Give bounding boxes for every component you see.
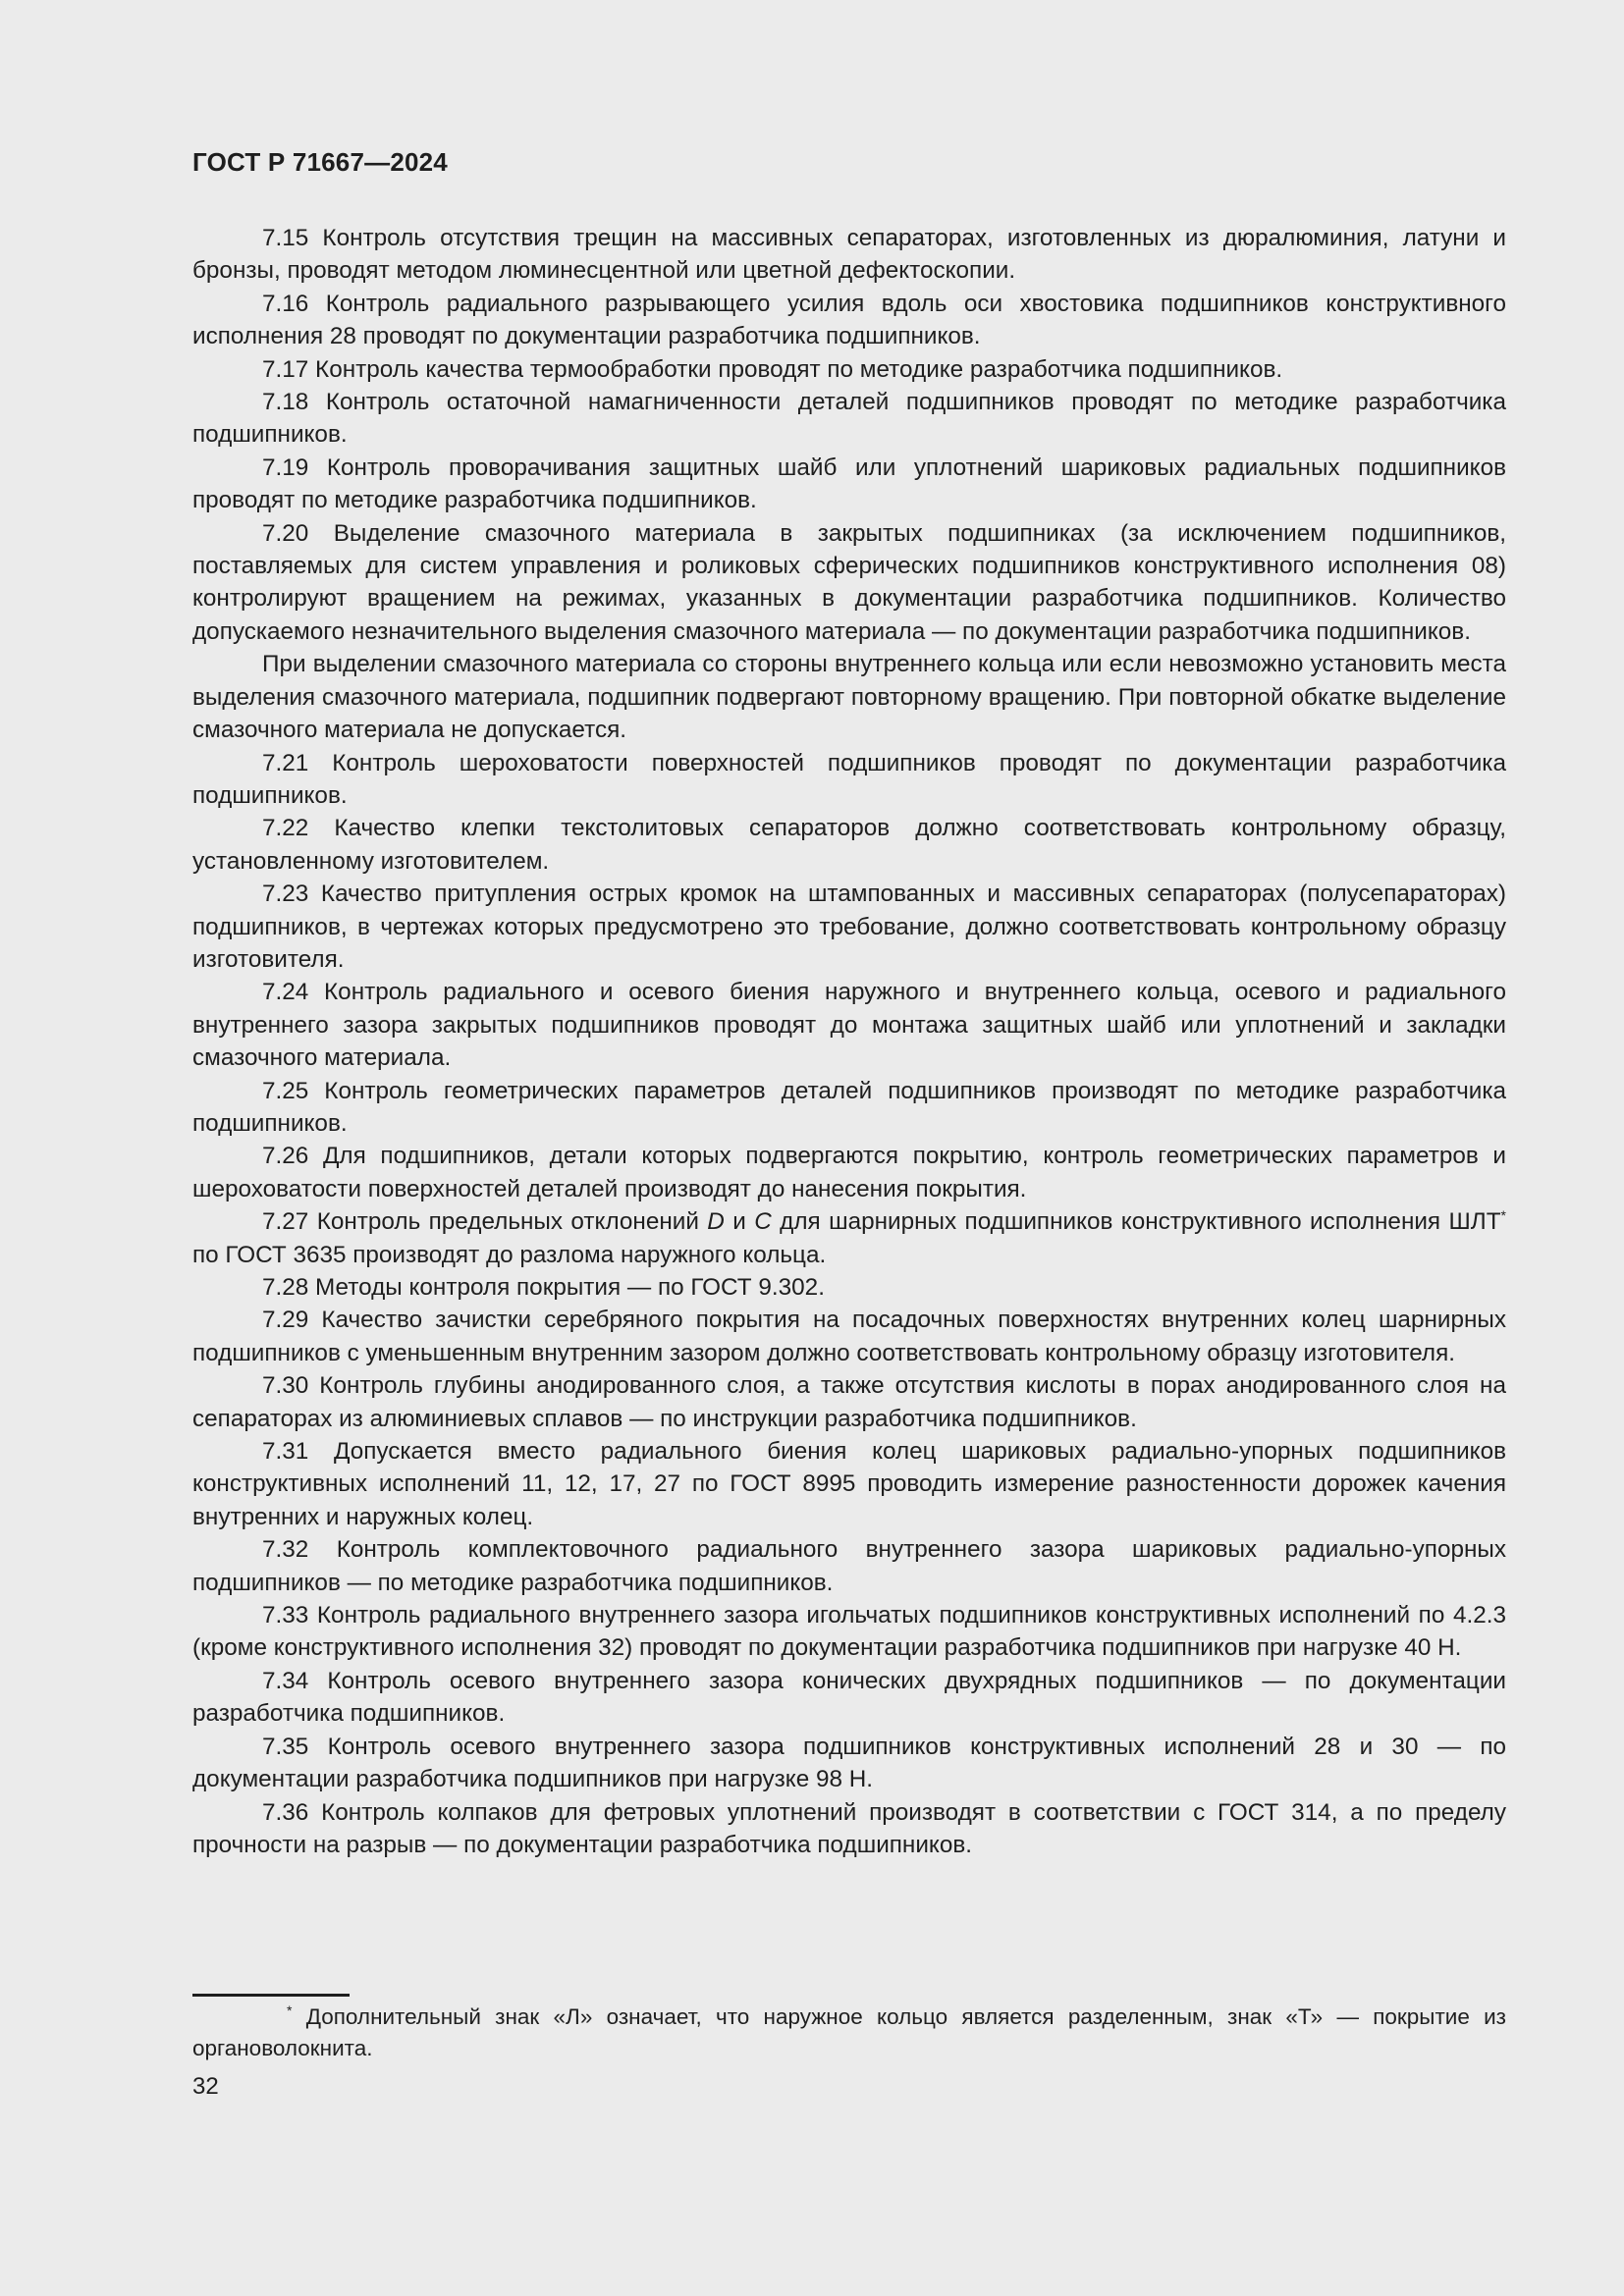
footnote-reference[interactable]: * [1500,1207,1506,1224]
paragraph-7-18: 7.18 Контроль остаточной намагниченности деталей подшипников проводят по методике разработчика подшипников. [192,389,1506,449]
paragraph-7-35: 7.35 Контроль осевого внутреннего зазора подшипников конструктивных исполнений 28 и 30 — по документации разработчика подшипников при нагрузке 98 Н. [192,1733,1506,1793]
footnote [192,2002,1506,2064]
paragraph-7-31: 7.31 Допускается вместо радиального биения колец шариковых радиально-упорных подшипников конструктивных исполнений 11, 12, 17, 27 по ГОСТ 8995 проводить измерение разностенности дорожек качения внутренних и наружных колец. [192,1438,1506,1530]
paragraph-7-21: 7.21 Контроль шероховатости поверхностей подшипников проводят по документации разработчика подшипников. [192,749,1506,809]
symbol-c: C [754,1208,772,1236]
paragraph-7-29: 7.29 Качество зачистки серебряного покрытия на посадочных поверхностях внутренних колец шарнирных подшипников с уменьшенным внутренним зазором должно соответствовать контрольному образцу изготовителя. [192,1307,1506,1366]
paragraph-7-20: 7.20 Выделение смазочного материала в закрытых подшипниках (за исключением подшипников, поставляемых для систем управления и роликовых сферических подшипников конструктивного исполнения 08) контролируют вращением на режимах, указанных в документации разработчика подшипников. Количество допускаемого незначительного выделения смазочного материала — по документации разработчика подшипников. [192,519,1506,645]
paragraph-7-15: 7.15 Контроль отсутствия трещин на массивных сепараторах, изготовленных из дюралюминия, латуни и бронзы, проводят методом люминесцентной или цветной дефектоскопии. [192,225,1506,285]
document-standard-id: ГОСТ Р 71667—2024 [192,147,448,177]
paragraph-7-33: 7.33 Контроль радиального внутреннего зазора игольчатых подшипников конструктивных исполнений по 4.2.3 (кроме конструктивного исполнения 32) проводят по документации разработчика подшипников при нагрузке 40 Н. [192,1602,1506,1662]
paragraph-7-23: 7.23 Качество притупления острых кромок на штампованных и массивных сепараторах (полусепараторах) подшипников, в чертежах которых предусмотрено это требование, должно соответствовать контрольному образцу изготовителя. [192,881,1506,973]
paragraph-7-20-continued: При выделении смазочного материала со стороны внутреннего кольца или если невозможно установить места выделения смазочного материала, подшипник подвергают повторному вращению. При повторной обкатке выделение смазочного материала не допускается. [192,651,1506,744]
paragraph-7-17: 7.17 Контроль качества термообработки проводят по методике разработчика подшипников. [262,355,1283,383]
paragraph-7-30: 7.30 Контроль глубины анодированного слоя, а также отсутствия кислоты в порах анодированного слоя на сепараторах из алюминиевых сплавов — по инструкции разработчика подшипников. [192,1372,1506,1432]
paragraph-7-27 [192,1205,1506,1271]
paragraph-7-27-text-d: по ГОСТ 3635 производят до разлома наружного кольца. [192,1241,827,1268]
paragraph-7-36: 7.36 Контроль колпаков для фетровых уплотнений производят в соответствии с ГОСТ 314, а по пределу прочности на разрыв — по документации разработчика подшипников. [192,1798,1506,1858]
footnote-divider [192,1994,350,1997]
paragraph-7-32: 7.32 Контроль комплектовочного радиального внутреннего зазора шариковых радиально-упорных подшипников — по методике разработчика подшипников. [192,1536,1506,1596]
page-number: 32 [192,2073,219,2100]
paragraph-7-26: 7.26 Для подшипников, детали которых подвергаются покрытию, контроль геометрических параметров и шероховатости поверхностей деталей производят до нанесения покрытия. [192,1143,1506,1202]
footnote-mark: * [287,2002,293,2018]
paragraph-7-22: 7.22 Качество клепки текстолитовых сепараторов должно соответствовать контрольному образцу, установленному изготовителем. [192,815,1506,875]
paragraph-7-24: 7.24 Контроль радиального и осевого биения наружного и внутреннего кольца, осевого и радиального внутреннего зазора закрытых подшипников проводят до монтажа защитных шайб или уплотнений и закладки смазочного материала. [192,979,1506,1072]
paragraph-7-19: 7.19 Контроль проворачивания защитных шайб или уплотнений шариковых радиальных подшипников проводят по методике разработчика подшипников. [192,454,1506,514]
document-body [192,222,1506,1861]
paragraph-7-28: 7.28 Методы контроля покрытия — по ГОСТ 9.302. [262,1274,825,1301]
paragraph-7-27-text-b: и [724,1208,755,1236]
paragraph-7-25: 7.25 Контроль геометрических параметров деталей подшипников производят по методике разработчика подшипников. [192,1077,1506,1137]
paragraph-7-27-text-a: 7.27 Контроль предельных отклонений [262,1208,708,1236]
paragraph-7-16: 7.16 Контроль радиального разрывающего усилия вдоль оси хвостовика подшипников конструктивного исполнения 28 проводят по документации разработчика подшипников. [192,290,1506,350]
paragraph-7-34: 7.34 Контроль осевого внутреннего зазора конических двухрядных подшипников — по документации разработчика подшипников. [192,1667,1506,1728]
footnote-text: Дополнительный знак «Л» означает, что наружное кольцо является разделенным, знак «Т» — покрытие из органоволокнита. [192,2004,1506,2060]
paragraph-7-27-text-c: для шарнирных подшипников конструктивного исполнения ШЛТ [771,1208,1501,1236]
symbol-d: D [707,1208,725,1236]
